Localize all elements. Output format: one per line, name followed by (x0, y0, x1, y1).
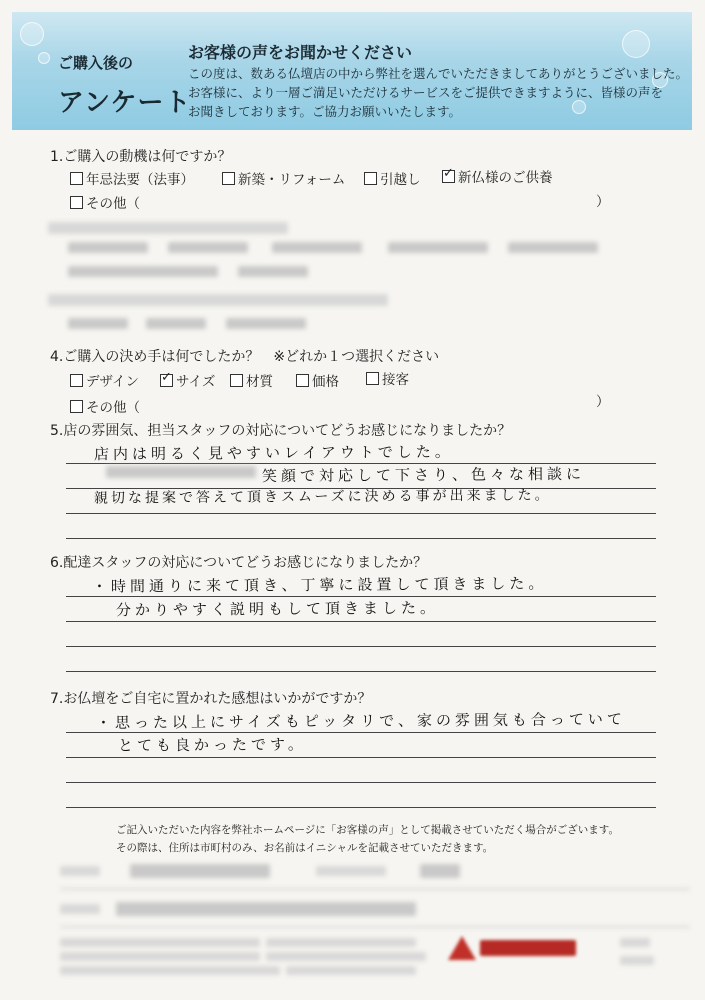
option-label: 価格 (312, 374, 339, 390)
redacted-question-2 (48, 222, 288, 234)
q1-option[interactable] (70, 168, 194, 188)
q4-option-other[interactable] (70, 396, 140, 416)
publication-note: ご記入いただいた内容を弊社ホームページに「お客様の声」として掲載させていただく場合がございます。 (116, 824, 619, 836)
q1-option-other[interactable] (70, 192, 140, 212)
redacted-name (106, 466, 256, 478)
q5-answer-line: 親切な提案で答えて頂きスムーズに決める事が出来ました。 (93, 487, 552, 507)
question-7: 7.お仏壇をご自宅に置かれた感想はいかがですか？ (50, 691, 372, 707)
q1-option[interactable] (442, 166, 553, 186)
header-banner (12, 12, 692, 130)
paren-close: ） (596, 194, 610, 210)
redacted-company-info (266, 938, 416, 947)
checkbox[interactable] (230, 374, 243, 387)
option-label: 年忌法要（法事） (86, 172, 194, 188)
option-label: 材質 (246, 374, 273, 390)
option-label: その他（ (86, 400, 140, 416)
q4-option[interactable] (70, 370, 139, 390)
checkbox[interactable] (70, 172, 83, 185)
checkbox[interactable] (70, 400, 83, 413)
q6-answer-line: 分かりやすく説明もして頂きました。 (115, 598, 440, 620)
redacted-company-info (60, 938, 260, 947)
question-1: 1.ご購入の動機は何ですか？ (50, 149, 232, 165)
q4-option[interactable] (230, 370, 273, 390)
option-label: 接客 (382, 372, 409, 388)
q4-option[interactable] (366, 368, 409, 388)
option-label: 新築・リフォーム (238, 172, 346, 188)
bubble-decoration (20, 22, 44, 46)
redacted-option (168, 242, 248, 253)
intro-line: この度は、数ある仏壇店の中から弊社を選んでいただきましてありがとうございました。 (188, 66, 689, 81)
redacted-option (146, 318, 206, 329)
redacted-company-info (266, 952, 426, 961)
q6-answer-line: ・時間通りに来て頂き、丁寧に設置して頂きました。 (91, 574, 548, 596)
redacted-company-info (620, 956, 654, 965)
intro-line: お聞きしております。ご協力お願いいたします。 (188, 104, 462, 119)
redacted-company-info (60, 966, 280, 975)
redacted-company-info (286, 966, 416, 975)
option-label: サイズ (176, 374, 216, 390)
checkbox-checked[interactable] (160, 374, 173, 387)
checkbox[interactable] (222, 172, 235, 185)
option-label: その他（ (86, 196, 140, 212)
answer-line (66, 513, 656, 514)
answer-line (66, 807, 656, 808)
header-intro (188, 64, 688, 121)
answer-line (66, 646, 656, 647)
logo-mark-icon (448, 936, 476, 960)
redacted-option (226, 318, 306, 329)
redacted-option (238, 266, 308, 277)
checkbox[interactable] (366, 372, 379, 385)
option-label: 新仏様のご供養 (458, 170, 553, 186)
q5-answer-line: 店内は明るく見やすいレイアウトでした。 (93, 442, 454, 464)
q4-option[interactable] (160, 370, 215, 390)
bubble-decoration (38, 52, 50, 64)
redacted-label (60, 866, 100, 876)
q7-answer-line: ・思った以上にサイズもピッタリで、家の雰囲気も合っていて (95, 710, 626, 732)
checkbox[interactable] (70, 374, 83, 387)
redacted-company-info (620, 938, 650, 947)
redacted-option (68, 242, 148, 253)
redacted-label (60, 904, 100, 914)
header-title: アンケート (58, 88, 192, 118)
checkbox[interactable] (70, 196, 83, 209)
answer-line (66, 757, 656, 758)
redacted-address (116, 902, 416, 916)
option-label: デザイン (86, 374, 140, 390)
header-heading: お客様の声をお聞かせください (188, 43, 413, 62)
bubble-decoration (622, 30, 650, 58)
redacted-label (316, 866, 386, 876)
redacted-field (420, 864, 460, 878)
q7-answer-line: とても良かったです。 (117, 735, 307, 755)
answer-line (66, 621, 656, 622)
redacted-option (68, 318, 128, 329)
redacted-option (68, 266, 218, 277)
redacted-customer-name (130, 864, 270, 878)
answer-line (66, 671, 656, 672)
question-6: 6.配達スタッフの対応についてどうお感じになりましたか？ (50, 555, 428, 571)
answer-line (66, 538, 656, 539)
intro-line: お客様に、より一層ご満足いただけるサービスをご提供できますように、皆様の声を (188, 85, 664, 100)
redacted-company-info (60, 952, 260, 961)
redacted-option (508, 242, 598, 253)
redacted-rule (60, 926, 690, 928)
q5-answer-line: 笑顔で対応して下さり、色々な相談に (261, 464, 586, 486)
checkbox[interactable] (296, 374, 309, 387)
company-logo (448, 934, 578, 964)
redacted-question-3 (48, 294, 388, 306)
checkbox[interactable] (364, 172, 377, 185)
q4-option[interactable] (296, 370, 339, 390)
option-label: 引越し (380, 172, 421, 188)
checkbox-checked[interactable] (442, 170, 455, 183)
question-5: 5.店の雰囲気、担当スタッフの対応についてどうお感じになりましたか？ (50, 423, 512, 439)
redacted-option (388, 242, 488, 253)
q1-option[interactable] (222, 168, 345, 188)
header-subtitle: ご購入後の (58, 54, 134, 72)
paren-close: ） (596, 394, 610, 410)
answer-line (66, 782, 656, 783)
logo-wordmark (480, 940, 576, 956)
privacy-note: その際は、住所は市町村のみ、お名前はイニシャルを記載させていただきます。 (116, 842, 494, 854)
q1-option[interactable] (364, 168, 421, 188)
redacted-option (272, 242, 362, 253)
redacted-rule (60, 888, 690, 890)
question-4: 4.ご購入の決め手は何でしたか？ ※どれか１つ選択ください (50, 349, 440, 365)
